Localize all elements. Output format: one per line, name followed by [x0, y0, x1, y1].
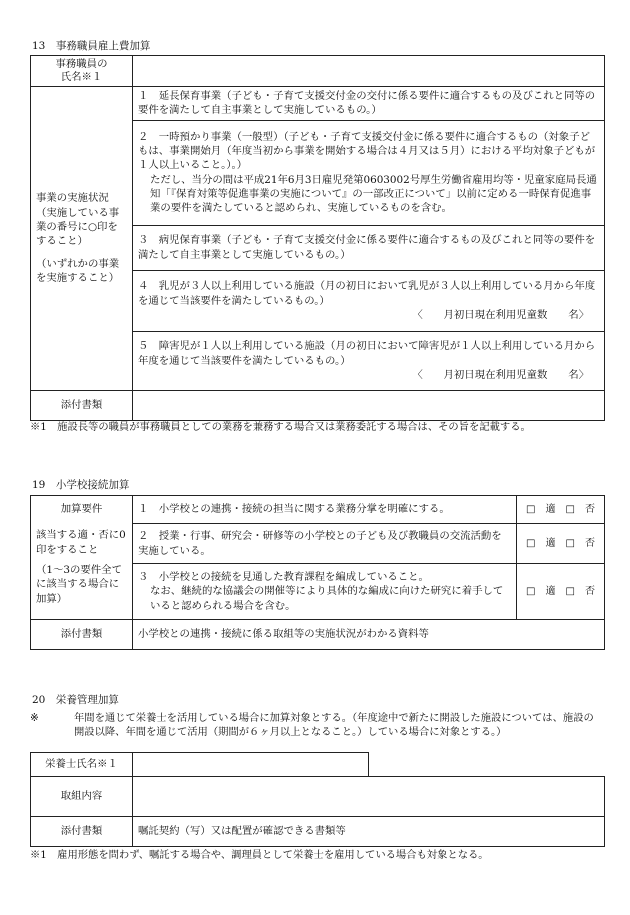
status-label: 事業の実施状況（実施している事業の番号に○印をすること） [36, 192, 120, 248]
clerk-name-label: 事務職員の 氏名※１ [31, 56, 133, 87]
req-check-1[interactable]: □ 適 □ 否 [517, 496, 605, 524]
note-text: 年間を通じて栄養士を活用している場合に加算対象とする。（年度途中で新たに開設した施設については、施設の開設以降、年間を通じて活用（期間が６ヶ月以上となること。）している場合に対象とする。） [74, 712, 594, 739]
section-20-table [30, 752, 605, 847]
attach-value-19: 小学校との連携・接続に係る取組等の実施状況がわかる資料等 [133, 620, 605, 650]
section-13-title: 13 事務職員雇上費加算 [32, 40, 151, 52]
item-3[interactable]: ３ 病児保育事業（子ども・子育て支援交付金に係る要件に適合するもの及びこれと同等の要件を満たして自主事業として実施しているもの。） [133, 225, 605, 270]
content-field[interactable] [133, 777, 605, 817]
item-4-count: 〈 月初日現在利用児童数 名〉 [412, 308, 589, 321]
status-label-note: （いずれかの事業を実施すること） [36, 257, 120, 285]
req-check-3[interactable]: □ 適 □ 否 [517, 564, 605, 620]
item-1[interactable]: １ 延長保育事業（子ども・子育て支援交付金の交付に係る要件に適合するもの及びこれと同等の要件を満たして自主事業として実施しているもの。） [133, 87, 605, 121]
req-item-3: ３ 小学校との接続を見通した教育課程を編成していること。 なお、継続的な協議会の開催等により具体的な編成に向けた研究に着手していると認められる場合を含む。 [133, 564, 517, 620]
content-label: 取組内容 [31, 777, 133, 817]
attach-label-19: 添付書類 [31, 620, 133, 650]
req-check-2[interactable]: □ 適 □ 否 [517, 524, 605, 564]
note-mark: ※ [30, 712, 39, 724]
section-20-note [30, 711, 604, 739]
section-20-footnote: ※1 雇用形態を問わず、嘱託する場合や、調理員として栄養士を雇用している場合も対象となる。 [30, 849, 489, 861]
section-19-title: 19 小学校接続加算 [32, 479, 130, 491]
clerk-name-field[interactable] [133, 56, 605, 87]
attach-label-20: 添付書類 [31, 817, 133, 847]
item-5-count: 〈 月初日現在利用児童数 名〉 [412, 368, 589, 381]
attach-label-13: 添付書類 [31, 390, 133, 420]
req-sub2: （1～3の要件全てに該当する場合に加算） [36, 564, 122, 605]
req-item-2: ２ 授業・行事、研究会・研修等の小学校との子ども及び教職員の交流活動を実施している。 [133, 524, 517, 564]
nutritionist-name-label: 栄養士氏名※１ [31, 753, 133, 777]
section-13-table [30, 55, 605, 421]
item-4[interactable]: ４ 乳児が３人以上利用している施設（月の初日において乳児が３人以上利用している月から年度を通じて当該要件を満たしているもの。） 〈 月初日現在利用児童数 名〉 [133, 270, 605, 331]
nutritionist-name-field[interactable] [133, 753, 369, 777]
section-20-title: 20 栄養管理加算 [32, 694, 119, 706]
req-sub: 該当する適・否に0印をすること [36, 529, 126, 556]
section-19-table [30, 495, 605, 650]
section-13-note: ※1 施設長等の職員が事務職員としての業務を兼務する場合又は業務委託する場合は、その旨を記載する。 [30, 421, 531, 433]
req-item-1: １ 小学校との連携・接続の担当に関する業務分掌を明確にする。 [133, 496, 517, 524]
req-label: 加算要件 [60, 503, 103, 515]
item-2[interactable]: ２ 一時預かり事業（一般型）（子ども・子育て支援交付金に係る要件に適合するもの（対象子どもは、事業開始月（年度当初から事業を開始する場合は４月又は５月）における平均対象子どもが１人以上いること。）。） ただし、当分の間は平成21年6月3日雇児発第0603002号厚生労働省雇用均等・児童家庭局長通知「『保育対策等促進事業の実施について』の一部改正について」以前に定める一時保育促進事業の要件を満たしていると認められ、実施しているものを含む。 [133, 120, 605, 225]
attach-value-20: 嘱託契約（写）又は配置が確認できる書類等 [133, 817, 605, 847]
item-5[interactable]: ５ 障害児が１人以上利用している施設（月の初日において障害児が１人以上利用している月から年度を通じて当該要件を満たしているもの。） 〈 月初日現在利用児童数 名〉 [133, 331, 605, 390]
attach-field-13[interactable] [133, 390, 605, 420]
status-label-cell [31, 87, 133, 391]
req-label-cell [31, 496, 133, 620]
